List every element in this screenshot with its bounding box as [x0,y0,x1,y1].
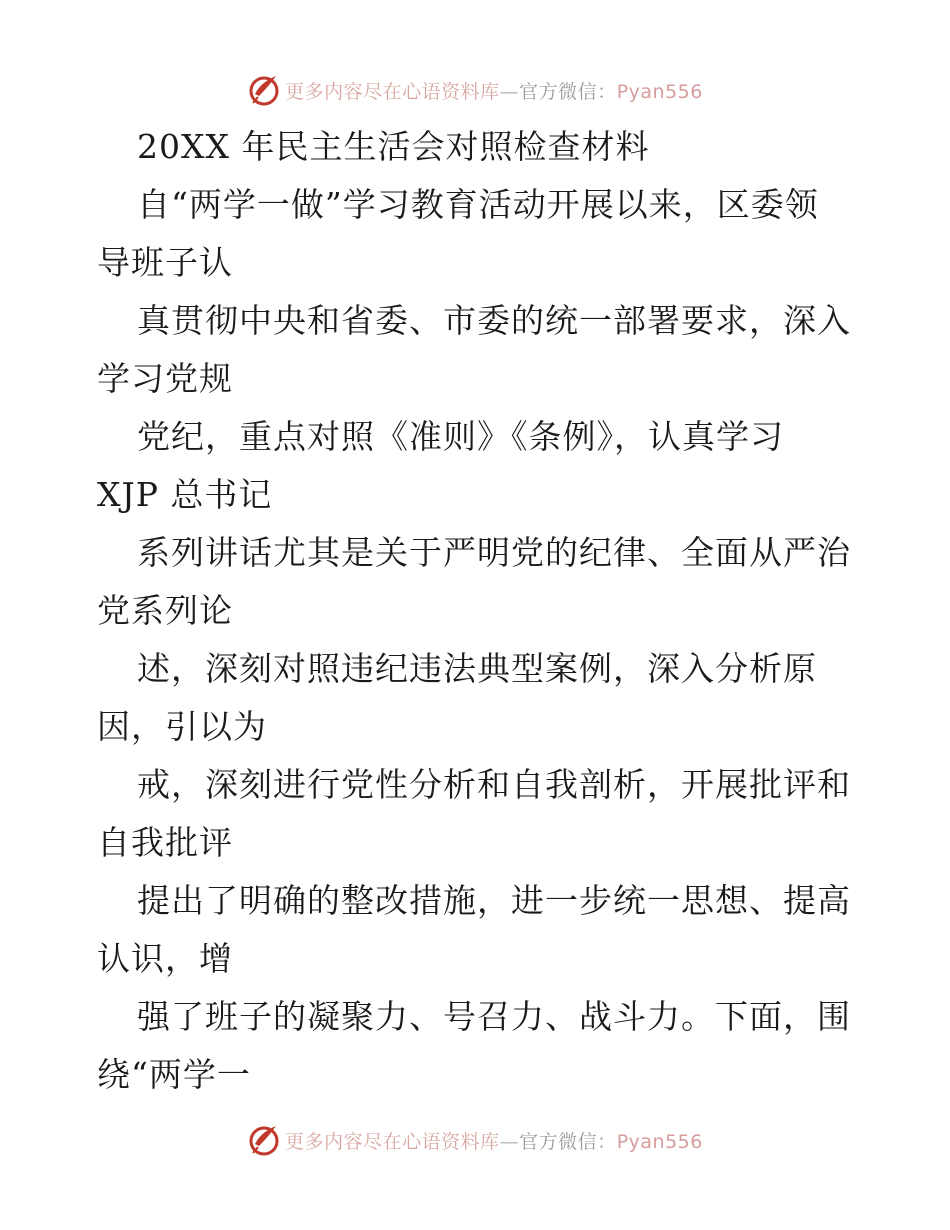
quill-pen-circle-logo-icon [247,1122,283,1158]
header-watermark [0,70,950,110]
header-watermark-text: 更多内容尽在心语资料库—官方微信：Pyan556 [285,80,703,103]
paragraph-line: 学习党规 [97,359,233,398]
quill-pen-circle-logo-icon [247,72,283,108]
paragraph-line: 戒，深刻进行党性分析和自我剖析，开展批评和 [137,765,851,804]
paragraph-line: 党纪，重点对照《准则》《条例》，认真学习 [137,417,784,456]
paragraph-line: 真贯彻中央和省委、市委的统一部署要求，深入 [137,301,851,340]
paragraph-line: 认识，增 [97,939,233,978]
paragraph-line: 因，引以为 [97,707,267,746]
document-title: 20XX 年民主生活会对照检查材料 [137,127,650,166]
paragraph-line: 导班子认 [97,243,233,282]
paragraph-line: 自我批评 [97,823,233,862]
document-body [97,118,857,1104]
paragraph-line: 述，深刻对照违纪违法典型案例，深入分析原 [137,649,817,688]
paragraph-line: 系列讲话尤其是关于严明党的纪律、全面从严治 [137,533,851,572]
paragraph-line: XJP 总书记 [97,475,273,514]
paragraph-line: 绕“两学一 [97,1055,251,1094]
paragraph-line: 自“两学一做”学习教育活动开展以来，区委领 [137,185,819,224]
footer-watermark [0,1120,950,1160]
footer-watermark-text: 更多内容尽在心语资料库—官方微信：Pyan556 [285,1130,703,1153]
paragraph-line: 党系列论 [97,591,233,630]
paragraph-line: 强了班子的凝聚力、号召力、战斗力。下面，围 [137,997,851,1036]
paragraph-line: 提出了明确的整改措施，进一步统一思想、提高 [137,881,851,920]
